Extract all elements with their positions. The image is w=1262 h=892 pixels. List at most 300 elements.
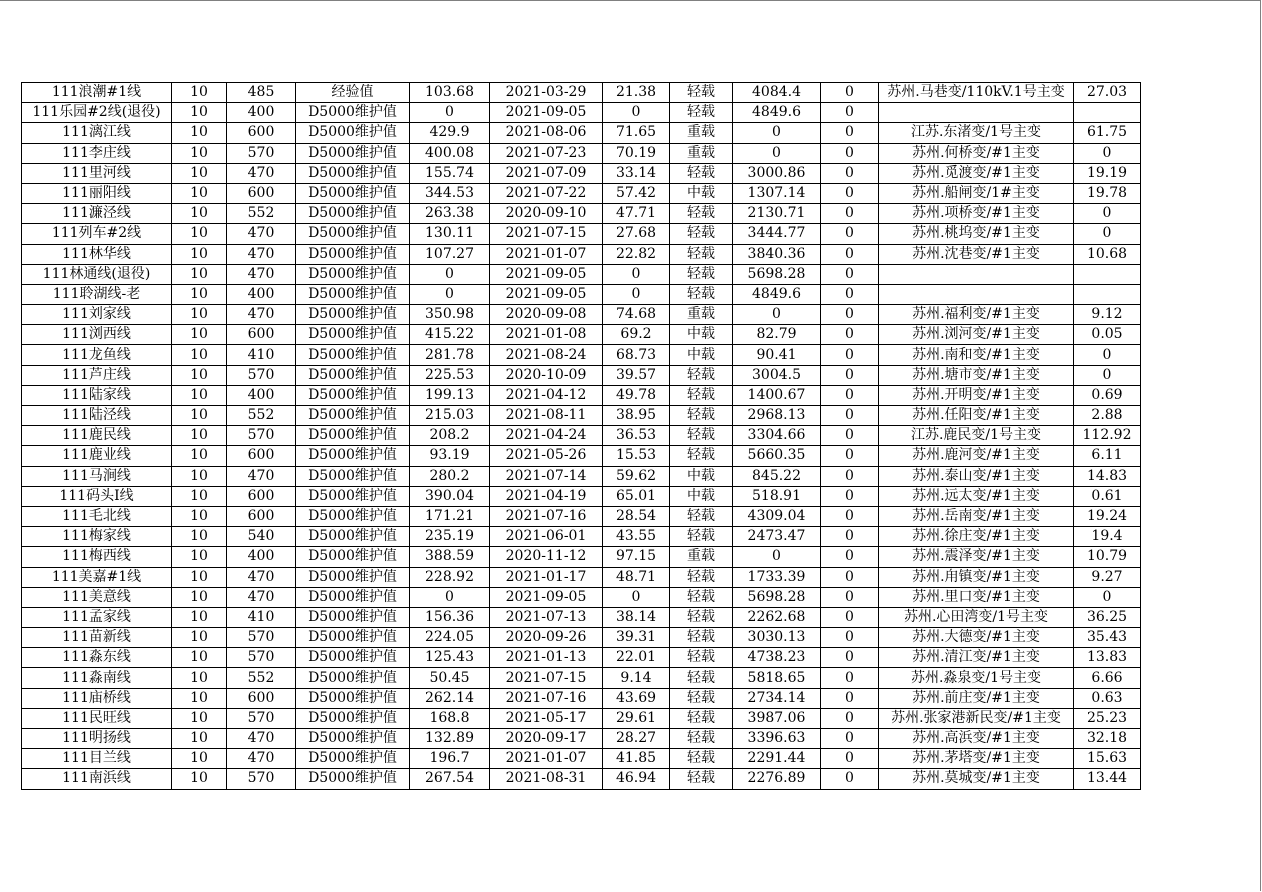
- limit-cell[interactable]: 485: [227, 83, 296, 103]
- line-name-cell[interactable]: 111淼南线: [22, 668, 172, 688]
- date-cell[interactable]: 2021-07-15: [490, 224, 603, 244]
- transformer-value-cell[interactable]: 112.92: [1074, 426, 1141, 446]
- load-status-cell[interactable]: 轻载: [670, 607, 733, 627]
- load-rate-cell[interactable]: 21.38: [603, 83, 670, 103]
- voltage-cell[interactable]: 10: [172, 688, 227, 708]
- transformer-cell[interactable]: 苏州.岳南变/#1主变: [879, 506, 1074, 526]
- transformer-cell[interactable]: 苏州.大德变/#1主变: [879, 628, 1074, 648]
- current-cell[interactable]: 267.54: [410, 769, 490, 789]
- load-status-cell[interactable]: 轻载: [670, 729, 733, 749]
- current-cell[interactable]: 0: [410, 587, 490, 607]
- source-cell[interactable]: D5000维护值: [296, 204, 410, 224]
- source-cell[interactable]: D5000维护值: [296, 103, 410, 123]
- current-cell[interactable]: 93.19: [410, 446, 490, 466]
- date-cell[interactable]: 2020-10-09: [490, 365, 603, 385]
- transformer-value-cell[interactable]: 0: [1074, 204, 1141, 224]
- line-name-cell[interactable]: 111美嘉#1线: [22, 567, 172, 587]
- transformer-value-cell[interactable]: 25.23: [1074, 708, 1141, 728]
- voltage-cell[interactable]: 10: [172, 668, 227, 688]
- transformer-cell[interactable]: 苏州.茅塔变/#1主变: [879, 749, 1074, 769]
- limit-cell[interactable]: 570: [227, 648, 296, 668]
- limit-cell[interactable]: 470: [227, 749, 296, 769]
- margin-cell[interactable]: 3004.5: [733, 365, 821, 385]
- line-name-cell[interactable]: 111梅西线: [22, 547, 172, 567]
- limit-cell[interactable]: 400: [227, 284, 296, 304]
- date-cell[interactable]: 2021-05-17: [490, 708, 603, 728]
- transformer-value-cell[interactable]: 0.69: [1074, 385, 1141, 405]
- line-name-cell[interactable]: 111刘家线: [22, 305, 172, 325]
- load-status-cell[interactable]: 轻载: [670, 204, 733, 224]
- date-cell[interactable]: 2021-01-07: [490, 749, 603, 769]
- current-cell[interactable]: 125.43: [410, 648, 490, 668]
- transformer-cell[interactable]: 苏州.船闸变/1#主变: [879, 183, 1074, 203]
- limit-cell[interactable]: 410: [227, 607, 296, 627]
- load-status-cell[interactable]: 轻载: [670, 688, 733, 708]
- margin-cell[interactable]: 4849.6: [733, 284, 821, 304]
- limit-cell[interactable]: 600: [227, 446, 296, 466]
- margin-cell[interactable]: 3000.86: [733, 163, 821, 183]
- load-rate-cell[interactable]: 74.68: [603, 305, 670, 325]
- margin-cell[interactable]: 845.22: [733, 466, 821, 486]
- limit-cell[interactable]: 570: [227, 769, 296, 789]
- source-cell[interactable]: D5000维护值: [296, 446, 410, 466]
- load-rate-cell[interactable]: 28.54: [603, 506, 670, 526]
- flag-cell[interactable]: 0: [821, 385, 879, 405]
- voltage-cell[interactable]: 10: [172, 325, 227, 345]
- source-cell[interactable]: D5000维护值: [296, 547, 410, 567]
- date-cell[interactable]: 2021-09-05: [490, 264, 603, 284]
- current-cell[interactable]: 235.19: [410, 527, 490, 547]
- load-rate-cell[interactable]: 36.53: [603, 426, 670, 446]
- current-cell[interactable]: 168.8: [410, 708, 490, 728]
- margin-cell[interactable]: 518.91: [733, 486, 821, 506]
- line-name-cell[interactable]: 111淼东线: [22, 648, 172, 668]
- source-cell[interactable]: D5000维护值: [296, 365, 410, 385]
- flag-cell[interactable]: 0: [821, 527, 879, 547]
- margin-cell[interactable]: 0: [733, 143, 821, 163]
- source-cell[interactable]: D5000维护值: [296, 668, 410, 688]
- transformer-value-cell[interactable]: 19.19: [1074, 163, 1141, 183]
- margin-cell[interactable]: 2130.71: [733, 204, 821, 224]
- voltage-cell[interactable]: 10: [172, 365, 227, 385]
- transformer-value-cell[interactable]: 0: [1074, 143, 1141, 163]
- load-status-cell[interactable]: 轻载: [670, 224, 733, 244]
- flag-cell[interactable]: 0: [821, 365, 879, 385]
- transformer-value-cell[interactable]: 32.18: [1074, 729, 1141, 749]
- date-cell[interactable]: 2021-01-07: [490, 244, 603, 264]
- load-rate-cell[interactable]: 29.61: [603, 708, 670, 728]
- line-name-cell[interactable]: 111码头I线: [22, 486, 172, 506]
- limit-cell[interactable]: 600: [227, 123, 296, 143]
- voltage-cell[interactable]: 10: [172, 708, 227, 728]
- margin-cell[interactable]: 2968.13: [733, 406, 821, 426]
- margin-cell[interactable]: 82.79: [733, 325, 821, 345]
- load-status-cell[interactable]: 重载: [670, 547, 733, 567]
- source-cell[interactable]: D5000维护值: [296, 527, 410, 547]
- limit-cell[interactable]: 600: [227, 688, 296, 708]
- transformer-value-cell[interactable]: 0.63: [1074, 688, 1141, 708]
- load-rate-cell[interactable]: 38.95: [603, 406, 670, 426]
- limit-cell[interactable]: 570: [227, 708, 296, 728]
- limit-cell[interactable]: 600: [227, 183, 296, 203]
- flag-cell[interactable]: 0: [821, 607, 879, 627]
- load-rate-cell[interactable]: 47.71: [603, 204, 670, 224]
- current-cell[interactable]: 0: [410, 264, 490, 284]
- load-status-cell[interactable]: 轻载: [670, 446, 733, 466]
- voltage-cell[interactable]: 10: [172, 183, 227, 203]
- limit-cell[interactable]: 570: [227, 426, 296, 446]
- margin-cell[interactable]: 3444.77: [733, 224, 821, 244]
- flag-cell[interactable]: 0: [821, 688, 879, 708]
- date-cell[interactable]: 2021-09-05: [490, 103, 603, 123]
- limit-cell[interactable]: 410: [227, 345, 296, 365]
- flag-cell[interactable]: 0: [821, 708, 879, 728]
- source-cell[interactable]: D5000维护值: [296, 123, 410, 143]
- load-rate-cell[interactable]: 39.57: [603, 365, 670, 385]
- transformer-cell[interactable]: 苏州.任阳变/#1主变: [879, 406, 1074, 426]
- load-status-cell[interactable]: 轻载: [670, 506, 733, 526]
- line-name-cell[interactable]: 111丽阳线: [22, 183, 172, 203]
- load-rate-cell[interactable]: 27.68: [603, 224, 670, 244]
- transformer-value-cell[interactable]: 0.05: [1074, 325, 1141, 345]
- load-rate-cell[interactable]: 97.15: [603, 547, 670, 567]
- source-cell[interactable]: D5000维护值: [296, 325, 410, 345]
- transformer-cell[interactable]: 苏州.泰山变/#1主变: [879, 466, 1074, 486]
- voltage-cell[interactable]: 10: [172, 567, 227, 587]
- date-cell[interactable]: 2021-07-23: [490, 143, 603, 163]
- load-rate-cell[interactable]: 43.69: [603, 688, 670, 708]
- current-cell[interactable]: 388.59: [410, 547, 490, 567]
- voltage-cell[interactable]: 10: [172, 204, 227, 224]
- flag-cell[interactable]: 0: [821, 406, 879, 426]
- flag-cell[interactable]: 0: [821, 587, 879, 607]
- load-status-cell[interactable]: 轻载: [670, 103, 733, 123]
- transformer-cell[interactable]: 苏州.项桥变/#1主变: [879, 204, 1074, 224]
- current-cell[interactable]: 281.78: [410, 345, 490, 365]
- transformer-value-cell[interactable]: 0: [1074, 365, 1141, 385]
- load-status-cell[interactable]: 轻载: [670, 406, 733, 426]
- limit-cell[interactable]: 600: [227, 486, 296, 506]
- transformer-cell[interactable]: 苏州.里口变/#1主变: [879, 587, 1074, 607]
- voltage-cell[interactable]: 10: [172, 385, 227, 405]
- load-rate-cell[interactable]: 0: [603, 264, 670, 284]
- load-rate-cell[interactable]: 33.14: [603, 163, 670, 183]
- transformer-value-cell[interactable]: 0: [1074, 224, 1141, 244]
- date-cell[interactable]: 2021-01-17: [490, 567, 603, 587]
- current-cell[interactable]: 263.38: [410, 204, 490, 224]
- load-status-cell[interactable]: 轻载: [670, 264, 733, 284]
- flag-cell[interactable]: 0: [821, 466, 879, 486]
- date-cell[interactable]: 2021-07-15: [490, 668, 603, 688]
- margin-cell[interactable]: 3840.36: [733, 244, 821, 264]
- line-name-cell[interactable]: 111美意线: [22, 587, 172, 607]
- source-cell[interactable]: D5000维护值: [296, 466, 410, 486]
- date-cell[interactable]: 2021-01-13: [490, 648, 603, 668]
- date-cell[interactable]: 2021-06-01: [490, 527, 603, 547]
- date-cell[interactable]: 2021-05-26: [490, 446, 603, 466]
- date-cell[interactable]: 2020-09-08: [490, 305, 603, 325]
- margin-cell[interactable]: 0: [733, 305, 821, 325]
- margin-cell[interactable]: 2473.47: [733, 527, 821, 547]
- transformer-value-cell[interactable]: 61.75: [1074, 123, 1141, 143]
- transformer-value-cell[interactable]: 35.43: [1074, 628, 1141, 648]
- date-cell[interactable]: 2021-07-16: [490, 688, 603, 708]
- margin-cell[interactable]: 5698.28: [733, 587, 821, 607]
- flag-cell[interactable]: 0: [821, 204, 879, 224]
- transformer-value-cell[interactable]: 0: [1074, 345, 1141, 365]
- load-status-cell[interactable]: 中载: [670, 345, 733, 365]
- margin-cell[interactable]: 3396.63: [733, 729, 821, 749]
- source-cell[interactable]: D5000维护值: [296, 345, 410, 365]
- date-cell[interactable]: 2021-07-22: [490, 183, 603, 203]
- source-cell[interactable]: D5000维护值: [296, 587, 410, 607]
- transformer-value-cell[interactable]: 2.88: [1074, 406, 1141, 426]
- line-name-cell[interactable]: 111浏西线: [22, 325, 172, 345]
- load-rate-cell[interactable]: 59.62: [603, 466, 670, 486]
- date-cell[interactable]: 2020-09-26: [490, 628, 603, 648]
- transformer-cell[interactable]: 苏州.何桥变/#1主变: [879, 143, 1074, 163]
- source-cell[interactable]: D5000维护值: [296, 426, 410, 446]
- line-name-cell[interactable]: 111鹿业线: [22, 446, 172, 466]
- load-rate-cell[interactable]: 28.27: [603, 729, 670, 749]
- load-status-cell[interactable]: 轻载: [670, 365, 733, 385]
- flag-cell[interactable]: 0: [821, 183, 879, 203]
- transformer-cell[interactable]: 苏州.莫城变/#1主变: [879, 769, 1074, 789]
- date-cell[interactable]: 2021-07-13: [490, 607, 603, 627]
- current-cell[interactable]: 344.53: [410, 183, 490, 203]
- voltage-cell[interactable]: 10: [172, 749, 227, 769]
- flag-cell[interactable]: 0: [821, 749, 879, 769]
- transformer-cell[interactable]: 江苏.鹿民变/1号主变: [879, 426, 1074, 446]
- date-cell[interactable]: 2020-09-10: [490, 204, 603, 224]
- current-cell[interactable]: 208.2: [410, 426, 490, 446]
- current-cell[interactable]: 0: [410, 103, 490, 123]
- margin-cell[interactable]: 5660.35: [733, 446, 821, 466]
- load-rate-cell[interactable]: 69.2: [603, 325, 670, 345]
- transformer-value-cell[interactable]: 19.78: [1074, 183, 1141, 203]
- margin-cell[interactable]: 1733.39: [733, 567, 821, 587]
- date-cell[interactable]: 2021-08-06: [490, 123, 603, 143]
- date-cell[interactable]: 2021-03-29: [490, 83, 603, 103]
- source-cell[interactable]: D5000维护值: [296, 567, 410, 587]
- source-cell[interactable]: 经验值: [296, 83, 410, 103]
- line-name-cell[interactable]: 111林通线(退役): [22, 264, 172, 284]
- flag-cell[interactable]: 0: [821, 264, 879, 284]
- margin-cell[interactable]: 0: [733, 123, 821, 143]
- load-status-cell[interactable]: 重载: [670, 305, 733, 325]
- flag-cell[interactable]: 0: [821, 305, 879, 325]
- current-cell[interactable]: 280.2: [410, 466, 490, 486]
- date-cell[interactable]: 2021-07-09: [490, 163, 603, 183]
- voltage-cell[interactable]: 10: [172, 446, 227, 466]
- source-cell[interactable]: D5000维护值: [296, 708, 410, 728]
- load-status-cell[interactable]: 轻载: [670, 426, 733, 446]
- flag-cell[interactable]: 0: [821, 345, 879, 365]
- limit-cell[interactable]: 470: [227, 163, 296, 183]
- voltage-cell[interactable]: 10: [172, 264, 227, 284]
- flag-cell[interactable]: 0: [821, 426, 879, 446]
- flag-cell[interactable]: 0: [821, 547, 879, 567]
- line-name-cell[interactable]: 111孟家线: [22, 607, 172, 627]
- source-cell[interactable]: D5000维护值: [296, 264, 410, 284]
- margin-cell[interactable]: 4084.4: [733, 83, 821, 103]
- voltage-cell[interactable]: 10: [172, 163, 227, 183]
- load-rate-cell[interactable]: 70.19: [603, 143, 670, 163]
- transformer-cell[interactable]: [879, 264, 1074, 284]
- source-cell[interactable]: D5000维护值: [296, 688, 410, 708]
- flag-cell[interactable]: 0: [821, 224, 879, 244]
- transformer-cell[interactable]: 苏州.前庄变/#1主变: [879, 688, 1074, 708]
- load-status-cell[interactable]: 轻载: [670, 587, 733, 607]
- load-rate-cell[interactable]: 46.94: [603, 769, 670, 789]
- load-rate-cell[interactable]: 71.65: [603, 123, 670, 143]
- transformer-cell[interactable]: 苏州.马巷变/110kV.1号主变: [879, 83, 1074, 103]
- line-name-cell[interactable]: 111目兰线: [22, 749, 172, 769]
- limit-cell[interactable]: 470: [227, 305, 296, 325]
- flag-cell[interactable]: 0: [821, 325, 879, 345]
- load-rate-cell[interactable]: 22.82: [603, 244, 670, 264]
- transformer-cell[interactable]: 苏州.觅渡变/#1主变: [879, 163, 1074, 183]
- transformer-cell[interactable]: 苏州.甪镇变/#1主变: [879, 567, 1074, 587]
- source-cell[interactable]: D5000维护值: [296, 628, 410, 648]
- voltage-cell[interactable]: 10: [172, 547, 227, 567]
- margin-cell[interactable]: 5698.28: [733, 264, 821, 284]
- margin-cell[interactable]: 90.41: [733, 345, 821, 365]
- line-name-cell[interactable]: 111李庄线: [22, 143, 172, 163]
- date-cell[interactable]: 2020-09-17: [490, 729, 603, 749]
- transformer-value-cell[interactable]: 0.61: [1074, 486, 1141, 506]
- load-rate-cell[interactable]: 68.73: [603, 345, 670, 365]
- load-status-cell[interactable]: 轻载: [670, 284, 733, 304]
- voltage-cell[interactable]: 10: [172, 587, 227, 607]
- margin-cell[interactable]: 1307.14: [733, 183, 821, 203]
- load-status-cell[interactable]: 中载: [670, 486, 733, 506]
- transformer-value-cell[interactable]: [1074, 264, 1141, 284]
- source-cell[interactable]: D5000维护值: [296, 486, 410, 506]
- line-name-cell[interactable]: 111里河线: [22, 163, 172, 183]
- transformer-cell[interactable]: [879, 103, 1074, 123]
- current-cell[interactable]: 415.22: [410, 325, 490, 345]
- margin-cell[interactable]: 4849.6: [733, 103, 821, 123]
- voltage-cell[interactable]: 10: [172, 486, 227, 506]
- voltage-cell[interactable]: 10: [172, 103, 227, 123]
- flag-cell[interactable]: 0: [821, 769, 879, 789]
- load-rate-cell[interactable]: 0: [603, 284, 670, 304]
- load-rate-cell[interactable]: 57.42: [603, 183, 670, 203]
- voltage-cell[interactable]: 10: [172, 607, 227, 627]
- transformer-cell[interactable]: 苏州.淼泉变/1号主变: [879, 668, 1074, 688]
- transformer-value-cell[interactable]: 36.25: [1074, 607, 1141, 627]
- transformer-cell[interactable]: 苏州.张家港新民变/#1主变: [879, 708, 1074, 728]
- transformer-value-cell[interactable]: 6.11: [1074, 446, 1141, 466]
- limit-cell[interactable]: 400: [227, 547, 296, 567]
- voltage-cell[interactable]: 10: [172, 426, 227, 446]
- date-cell[interactable]: 2021-01-08: [490, 325, 603, 345]
- date-cell[interactable]: 2020-11-12: [490, 547, 603, 567]
- voltage-cell[interactable]: 10: [172, 123, 227, 143]
- voltage-cell[interactable]: 10: [172, 284, 227, 304]
- load-rate-cell[interactable]: 41.85: [603, 749, 670, 769]
- load-rate-cell[interactable]: 39.31: [603, 628, 670, 648]
- transformer-value-cell[interactable]: 27.03: [1074, 83, 1141, 103]
- limit-cell[interactable]: 400: [227, 103, 296, 123]
- limit-cell[interactable]: 600: [227, 325, 296, 345]
- transformer-cell[interactable]: 苏州.震泽变/#1主变: [879, 547, 1074, 567]
- transformer-cell[interactable]: 苏州.浏河变/#1主变: [879, 325, 1074, 345]
- current-cell[interactable]: 390.04: [410, 486, 490, 506]
- margin-cell[interactable]: 2734.14: [733, 688, 821, 708]
- load-status-cell[interactable]: 轻载: [670, 708, 733, 728]
- flag-cell[interactable]: 0: [821, 103, 879, 123]
- transformer-cell[interactable]: 苏州.开明变/#1主变: [879, 385, 1074, 405]
- voltage-cell[interactable]: 10: [172, 143, 227, 163]
- transformer-value-cell[interactable]: 15.63: [1074, 749, 1141, 769]
- line-name-cell[interactable]: 111濂泾线: [22, 204, 172, 224]
- flag-cell[interactable]: 0: [821, 668, 879, 688]
- line-name-cell[interactable]: 111南浜线: [22, 769, 172, 789]
- margin-cell[interactable]: 0: [733, 547, 821, 567]
- load-status-cell[interactable]: 重载: [670, 143, 733, 163]
- line-name-cell[interactable]: 111浪潮#1线: [22, 83, 172, 103]
- current-cell[interactable]: 155.74: [410, 163, 490, 183]
- source-cell[interactable]: D5000维护值: [296, 385, 410, 405]
- margin-cell[interactable]: 1400.67: [733, 385, 821, 405]
- transformer-cell[interactable]: 苏州.心田湾变/1号主变: [879, 607, 1074, 627]
- source-cell[interactable]: D5000维护值: [296, 406, 410, 426]
- source-cell[interactable]: D5000维护值: [296, 749, 410, 769]
- source-cell[interactable]: D5000维护值: [296, 183, 410, 203]
- current-cell[interactable]: 228.92: [410, 567, 490, 587]
- limit-cell[interactable]: 470: [227, 587, 296, 607]
- source-cell[interactable]: D5000维护值: [296, 769, 410, 789]
- voltage-cell[interactable]: 10: [172, 406, 227, 426]
- margin-cell[interactable]: 2262.68: [733, 607, 821, 627]
- margin-cell[interactable]: 5818.65: [733, 668, 821, 688]
- line-name-cell[interactable]: 111芦庄线: [22, 365, 172, 385]
- current-cell[interactable]: 107.27: [410, 244, 490, 264]
- limit-cell[interactable]: 470: [227, 729, 296, 749]
- current-cell[interactable]: 262.14: [410, 688, 490, 708]
- line-name-cell[interactable]: 111林华线: [22, 244, 172, 264]
- flag-cell[interactable]: 0: [821, 244, 879, 264]
- limit-cell[interactable]: 570: [227, 365, 296, 385]
- margin-cell[interactable]: 2291.44: [733, 749, 821, 769]
- margin-cell[interactable]: 3987.06: [733, 708, 821, 728]
- margin-cell[interactable]: 3304.66: [733, 426, 821, 446]
- margin-cell[interactable]: 4738.23: [733, 648, 821, 668]
- transformer-value-cell[interactable]: 6.66: [1074, 668, 1141, 688]
- line-name-cell[interactable]: 111明扬线: [22, 729, 172, 749]
- current-cell[interactable]: 171.21: [410, 506, 490, 526]
- date-cell[interactable]: 2021-07-16: [490, 506, 603, 526]
- source-cell[interactable]: D5000维护值: [296, 729, 410, 749]
- flag-cell[interactable]: 0: [821, 143, 879, 163]
- transformer-value-cell[interactable]: 10.68: [1074, 244, 1141, 264]
- current-cell[interactable]: 196.7: [410, 749, 490, 769]
- flag-cell[interactable]: 0: [821, 123, 879, 143]
- flag-cell[interactable]: 0: [821, 83, 879, 103]
- transformer-cell[interactable]: 苏州.远太变/#1主变: [879, 486, 1074, 506]
- voltage-cell[interactable]: 10: [172, 729, 227, 749]
- voltage-cell[interactable]: 10: [172, 466, 227, 486]
- voltage-cell[interactable]: 10: [172, 345, 227, 365]
- line-name-cell[interactable]: 111苗新线: [22, 628, 172, 648]
- source-cell[interactable]: D5000维护值: [296, 506, 410, 526]
- date-cell[interactable]: 2021-08-24: [490, 345, 603, 365]
- voltage-cell[interactable]: 10: [172, 769, 227, 789]
- load-status-cell[interactable]: 中载: [670, 466, 733, 486]
- margin-cell[interactable]: 4309.04: [733, 506, 821, 526]
